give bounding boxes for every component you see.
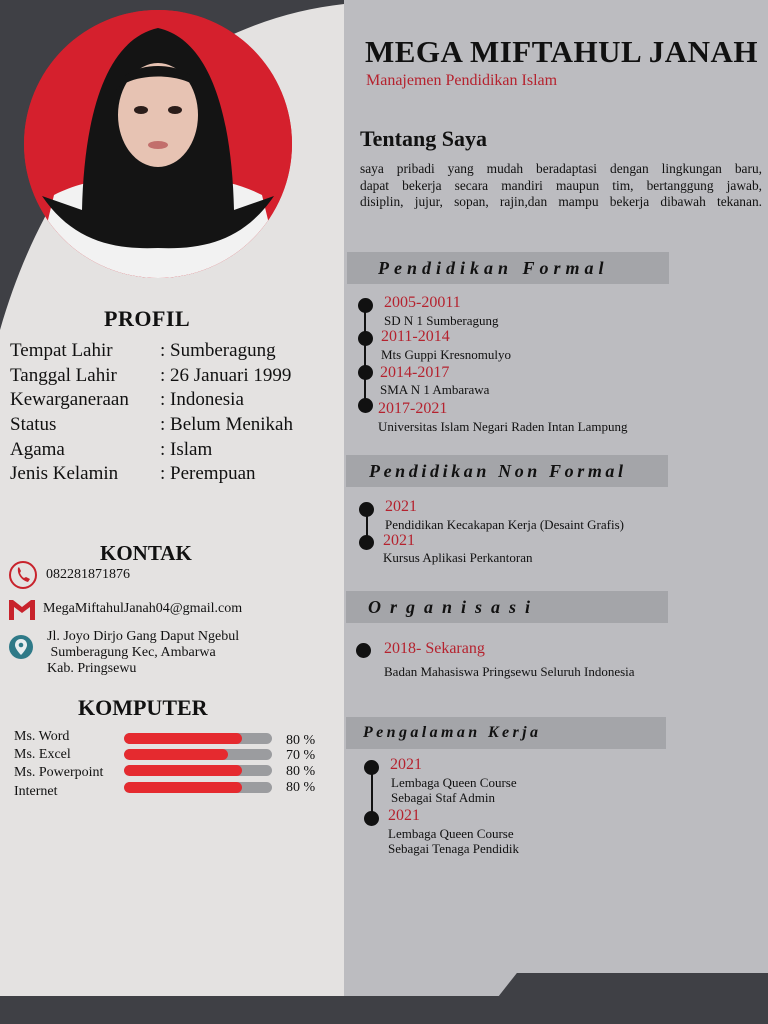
section-title: Pendidikan Formal bbox=[378, 258, 609, 278]
timeline-desc: Universitas Islam Negari Raden Intan Lampung bbox=[378, 419, 628, 434]
about-line: dapat bekerja secara mandiri maupun tim, bertanggung jawab, bbox=[360, 177, 762, 193]
timeline-desc: Pendidikan Kecakapan Kerja (Desaint Grafis) bbox=[385, 517, 624, 532]
skill-label: Internet bbox=[14, 784, 58, 799]
section-title: Organisasi bbox=[368, 597, 540, 617]
skill-bar bbox=[124, 733, 272, 744]
profil-label: Kewarganeraan bbox=[10, 389, 129, 410]
timeline-desc: Lembaga Queen Course bbox=[388, 826, 514, 841]
profil-value: : Islam bbox=[160, 439, 213, 460]
profil-value: : Belum Menikah bbox=[160, 414, 293, 435]
timeline-dot bbox=[358, 331, 373, 346]
about-title: Tentang Saya bbox=[360, 126, 487, 151]
timeline-dot bbox=[359, 502, 374, 517]
skill-percent: 80 % bbox=[286, 764, 316, 779]
profil-row bbox=[10, 414, 293, 436]
profil-row bbox=[10, 389, 244, 411]
address-line: Sumberagung Kec, Ambarwa bbox=[47, 645, 216, 660]
timeline-desc: Sebagai Staf Admin bbox=[391, 790, 495, 805]
profil-value: : Indonesia bbox=[160, 389, 244, 410]
timeline-dot bbox=[356, 643, 371, 658]
timeline-year: 2017-2021 bbox=[378, 400, 448, 417]
skill-percent: 80 % bbox=[286, 733, 316, 748]
skill-bar-fill bbox=[124, 765, 242, 776]
profil-label: Jenis Kelamin bbox=[10, 463, 119, 484]
section-pendidikan-non-formal-header bbox=[346, 455, 668, 487]
section-title: Pengalaman Kerja bbox=[363, 724, 542, 741]
skill-bar-fill bbox=[124, 782, 242, 793]
address-line: Jl. Joyo Dirjo Gang Daput Ngebul bbox=[47, 629, 240, 644]
address-line: Kab. Pringsewu bbox=[47, 661, 137, 676]
skill-bar-fill bbox=[124, 749, 228, 760]
skill-bar bbox=[124, 782, 272, 793]
profile-photo-illustration bbox=[24, 10, 292, 278]
skill-label: Ms. Powerpoint bbox=[14, 765, 104, 780]
timeline-dot bbox=[364, 760, 379, 775]
profil-label: Tanggal Lahir bbox=[10, 365, 117, 386]
timeline-year: 2021 bbox=[383, 532, 415, 549]
timeline-desc: Badan Mahasiswa Pringsewu Seluruh Indonesia bbox=[384, 664, 635, 679]
profil-row bbox=[10, 463, 256, 485]
timeline-year: 2021 bbox=[390, 756, 422, 773]
about-text bbox=[360, 161, 762, 211]
komputer-title: KOMPUTER bbox=[78, 695, 208, 720]
skill-label: Ms. Excel bbox=[14, 747, 71, 762]
section-organisasi-header bbox=[346, 591, 668, 623]
timeline-year: 2021 bbox=[385, 498, 417, 515]
profil-label: Status bbox=[10, 414, 57, 435]
about-line: saya pribadi yang mudah beradaptasi dengan lingkungan baru, bbox=[360, 161, 762, 176]
profil-value: : Perempuan bbox=[160, 463, 256, 484]
section-pendidikan-formal-header bbox=[347, 252, 669, 284]
mail-icon bbox=[8, 598, 36, 622]
timeline-desc: SMA N 1 Ambarawa bbox=[380, 382, 490, 397]
timeline-dot bbox=[358, 365, 373, 380]
section-title: Pendidikan Non Formal bbox=[369, 461, 627, 481]
timeline-line bbox=[364, 304, 366, 404]
profil-row bbox=[10, 439, 212, 461]
timeline-dot bbox=[359, 535, 374, 550]
about-line: disiplin, jujur, sopan, rajin,dan mampu bekerja dibawah tekanan. bbox=[360, 194, 762, 209]
timeline-year: 2021 bbox=[388, 807, 420, 824]
timeline-desc: Mts Guppi Kresnomulyo bbox=[381, 347, 511, 362]
timeline-desc: Lembaga Queen Course bbox=[391, 775, 517, 790]
timeline-desc: Sebagai Tenaga Pendidik bbox=[388, 841, 519, 856]
skill-bar bbox=[124, 749, 272, 760]
timeline-year: 2011-2014 bbox=[381, 328, 450, 345]
timeline-desc: Kursus Aplikasi Perkantoran bbox=[383, 550, 533, 565]
footer-slope-decoration bbox=[498, 973, 768, 997]
skill-percent: 70 % bbox=[286, 748, 316, 763]
profil-row bbox=[10, 365, 291, 387]
email-address: MegaMiftahulJanah04@gmail.com bbox=[43, 601, 243, 616]
timeline-dot bbox=[358, 398, 373, 413]
timeline-dot bbox=[364, 811, 379, 826]
phone-icon bbox=[8, 560, 38, 590]
timeline-year: 2005-20011 bbox=[384, 294, 461, 311]
skill-bar bbox=[124, 765, 272, 776]
kontak-title: KONTAK bbox=[100, 541, 192, 565]
profil-label: Tempat Lahir bbox=[10, 340, 113, 361]
candidate-subtitle: Manajemen Pendidikan Islam bbox=[366, 72, 558, 89]
timeline-year: 2018- Sekarang bbox=[384, 640, 485, 657]
footer-bar bbox=[0, 996, 768, 1024]
section-pengalaman-kerja-header bbox=[346, 717, 666, 749]
profil-label: Agama bbox=[10, 439, 65, 460]
profil-value: : Sumberagung bbox=[160, 340, 276, 361]
profil-value: : 26 Januari 1999 bbox=[160, 365, 292, 386]
timeline-dot bbox=[358, 298, 373, 313]
profile-photo bbox=[24, 10, 292, 278]
profil-title: PROFIL bbox=[104, 306, 191, 331]
location-pin-icon bbox=[8, 634, 34, 660]
profil-row bbox=[10, 340, 276, 362]
skill-label: Ms. Word bbox=[14, 729, 70, 744]
phone-number: 082281871876 bbox=[46, 567, 130, 582]
timeline-year: 2014-2017 bbox=[380, 364, 450, 381]
timeline-desc: SD N 1 Sumberagung bbox=[384, 313, 499, 328]
skill-percent: 80 % bbox=[286, 780, 316, 795]
candidate-name: MEGA MIFTAHUL JANAH bbox=[365, 34, 758, 69]
skill-bar-fill bbox=[124, 733, 242, 744]
